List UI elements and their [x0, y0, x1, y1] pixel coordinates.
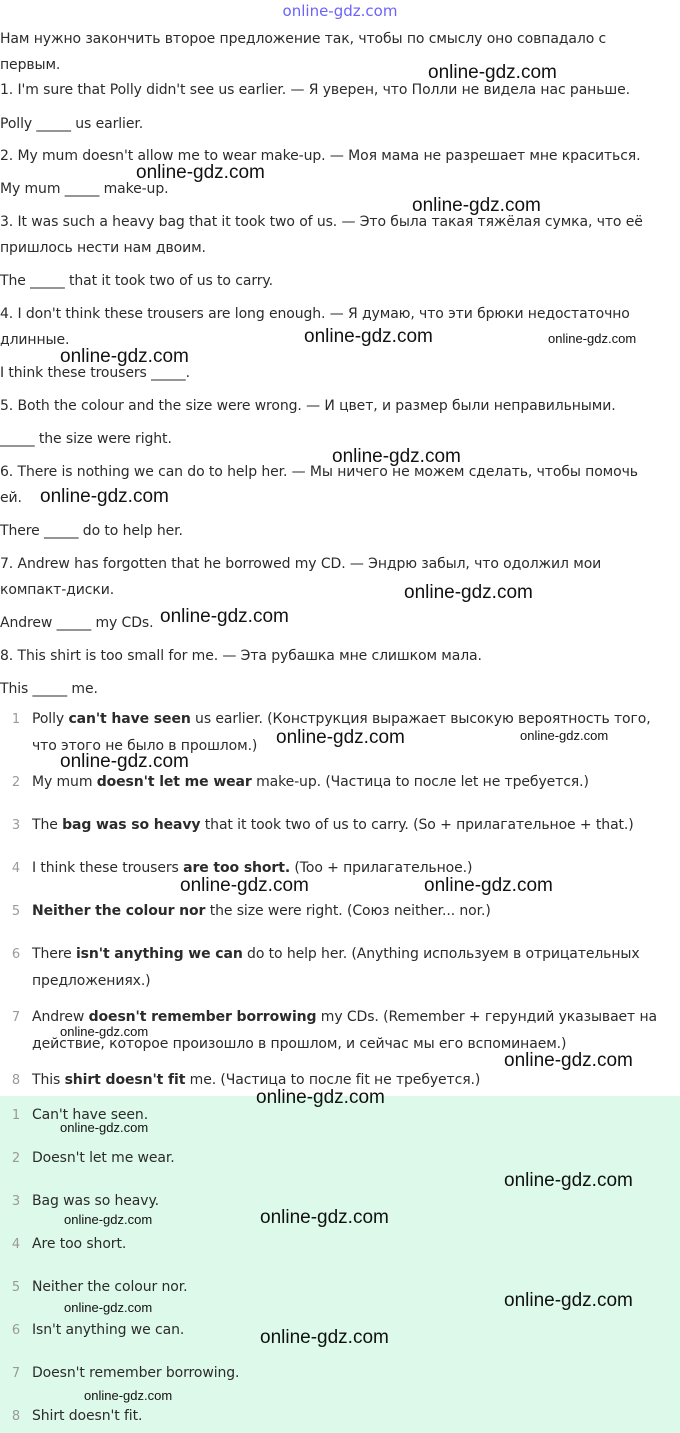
short-answer-number: 7	[11, 1366, 21, 1381]
explained-answer-line	[32, 711, 651, 727]
answer-text: Polly	[32, 711, 69, 727]
answer-text: my CDs. (Remember + герундий указывает на	[316, 1009, 657, 1025]
exercise-line: 6. There is nothing we can do to help her. — Мы ничего не можем сделать, чтобы помочь	[0, 464, 638, 480]
intro-line: Нам нужно закончить второе предложение так, чтобы по смыслу оно совпадало с	[0, 31, 607, 47]
short-answer-number: 2	[11, 1151, 21, 1166]
watermark: online-gdz.com	[60, 751, 189, 772]
exercise-line: 5. Both the colour and the size were wrong. — И цвет, и размер были неправильными.	[0, 398, 616, 414]
exercise-line: _____ the size were right.	[0, 431, 172, 447]
watermark-small: online-gdz.com	[520, 728, 609, 743]
watermark-small: online-gdz.com	[84, 1388, 173, 1403]
short-answer-number: 5	[11, 1280, 21, 1295]
answer-text: действие, которое произошло в прошлом, и сейчас мы его вспоминаем.)	[32, 1036, 567, 1052]
explained-answer-line	[32, 817, 634, 833]
short-answer-text: Can't have seen.	[32, 1107, 149, 1123]
short-answer-number: 4	[11, 1237, 21, 1252]
exercise-line: Polly _____ us earlier.	[0, 116, 144, 132]
explained-answer-line	[32, 1009, 657, 1025]
watermark: online-gdz.com	[256, 1087, 385, 1108]
watermark: online-gdz.com	[260, 1327, 389, 1348]
header-watermark: online-gdz.com	[282, 2, 398, 20]
answer-key-phrase: can't have seen	[68, 711, 191, 727]
answer-key-phrase: Neither the colour nor	[32, 903, 206, 919]
watermark-small: online-gdz.com	[64, 1212, 153, 1227]
watermark: online-gdz.com	[136, 162, 265, 183]
answer-number: 2	[11, 775, 21, 790]
exercise-line: пришлось нести нам двоим.	[0, 240, 206, 256]
answer-text: me. (Частица to после fit не требуется.)	[185, 1072, 481, 1088]
watermark: online-gdz.com	[504, 1170, 633, 1191]
answer-text: the size were right. (Союз neither... nor.)	[205, 903, 491, 919]
explained-answer-line	[32, 1072, 480, 1088]
answer-text: us earlier. (Конструкция выражает высокую вероятность того,	[190, 711, 651, 727]
short-answer-text: Doesn't remember borrowing.	[32, 1365, 240, 1381]
answer-text: I think these trousers	[32, 860, 184, 876]
answer-number: 8	[11, 1073, 21, 1088]
answer-text: что этого не было в прошлом.)	[32, 738, 258, 754]
exercise-line: 8. This shirt is too small for me. — Эта рубашка мне слишком мала.	[0, 648, 482, 664]
watermark: online-gdz.com	[424, 875, 553, 896]
answer-text: The	[32, 817, 63, 833]
answer-number: 3	[11, 818, 21, 833]
exercise-line: I think these trousers _____.	[0, 365, 190, 381]
watermark: online-gdz.com	[276, 727, 405, 748]
watermark-small: online-gdz.com	[64, 1300, 153, 1315]
answer-key-phrase: doesn't let me wear	[96, 774, 252, 790]
short-answer-text: Bag was so heavy.	[32, 1193, 159, 1209]
explained-answer-line	[32, 774, 589, 790]
answer-number: 4	[11, 861, 21, 876]
answer-text: make-up. (Частица to после let не требуется.)	[251, 774, 589, 790]
short-answer-text: Neither the colour nor.	[32, 1279, 188, 1295]
watermark-small: online-gdz.com	[60, 1024, 149, 1039]
short-answer-number: 1	[11, 1108, 21, 1123]
short-answers-panel	[0, 1096, 680, 1433]
short-answer-text: Doesn't let me wear.	[32, 1150, 175, 1166]
answer-number: 5	[11, 904, 21, 919]
explained-answer-line	[32, 860, 472, 876]
watermark: online-gdz.com	[40, 486, 169, 507]
watermark: online-gdz.com	[332, 446, 461, 467]
watermark: online-gdz.com	[160, 606, 289, 627]
exercise-line: There _____ do to help her.	[0, 523, 183, 539]
answer-text: My mum	[32, 774, 97, 790]
answer-number: 7	[11, 1010, 21, 1025]
answer-key-phrase: bag was so heavy	[62, 817, 201, 833]
answer-text: There	[32, 946, 76, 962]
short-answer-number: 6	[11, 1323, 21, 1338]
answer-key-phrase: shirt doesn't fit	[64, 1072, 186, 1088]
short-answer-number: 3	[11, 1194, 21, 1209]
answer-key-phrase: doesn't remember borrowing	[88, 1009, 317, 1025]
answer-text: (Too + прилагательное.)	[290, 860, 473, 876]
answer-text: Andrew	[32, 1009, 89, 1025]
explained-answer-line	[32, 973, 151, 989]
watermark: online-gdz.com	[60, 346, 189, 367]
exercise-line: ей.	[0, 490, 22, 506]
exercise-line: Andrew _____ my CDs.	[0, 615, 154, 631]
exercise-line: The _____ that it took two of us to carry.	[0, 273, 273, 289]
watermark-small: online-gdz.com	[60, 1120, 149, 1135]
watermark: online-gdz.com	[260, 1207, 389, 1228]
watermark: online-gdz.com	[504, 1050, 633, 1071]
answer-text: предложениях.)	[32, 973, 151, 989]
watermark: online-gdz.com	[180, 875, 309, 896]
exercise-line: 7. Andrew has forgotten that he borrowed my CD. — Эндрю забыл, что одолжил мои	[0, 556, 602, 572]
short-answer-text: Are too short.	[32, 1236, 127, 1252]
answer-text: do to help her. (Anything используем в отрицательных	[242, 946, 640, 962]
short-answer-number: 8	[11, 1409, 21, 1424]
exercise-line: My mum _____ make-up.	[0, 181, 169, 197]
explained-answer-line	[32, 946, 640, 962]
exercise-line: компакт-диски.	[0, 582, 115, 598]
exercise-line: 1. I'm sure that Polly didn't see us earlier. — Я уверен, что Полли не видела нас раньше.	[0, 82, 630, 98]
short-answer-text: Isn't anything we can.	[32, 1322, 185, 1338]
watermark: online-gdz.com	[404, 582, 533, 603]
exercise-line: 4. I don't think these trousers are long enough. — Я думаю, что эти брюки недостаточно	[0, 306, 630, 322]
answer-text: This	[32, 1072, 65, 1088]
watermark: online-gdz.com	[412, 195, 541, 216]
answer-key-phrase: isn't anything we can	[75, 946, 243, 962]
answer-number: 1	[11, 712, 21, 727]
intro-line: первым.	[0, 57, 61, 73]
watermark-small: online-gdz.com	[548, 331, 637, 346]
answer-key-phrase: are too short.	[183, 860, 291, 876]
watermark: online-gdz.com	[428, 62, 557, 83]
exercise-line: This _____ me.	[0, 681, 98, 697]
exercise-line: 3. It was such a heavy bag that it took two of us. — Это была такая тяжёлая сумка, что её	[0, 214, 643, 230]
exercise-line: длинные.	[0, 332, 70, 348]
watermark: online-gdz.com	[504, 1290, 633, 1311]
answer-number: 6	[11, 947, 21, 962]
exercise-line: 2. My mum doesn't allow me to wear make-up. — Моя мама не разрешает мне краситься.	[0, 148, 641, 164]
explained-answer-line	[32, 903, 491, 919]
short-answer-text: Shirt doesn't fit.	[32, 1408, 143, 1424]
watermark: online-gdz.com	[304, 326, 433, 347]
answer-text: that it took two of us to carry. (So + прилагательное + that.)	[200, 817, 634, 833]
